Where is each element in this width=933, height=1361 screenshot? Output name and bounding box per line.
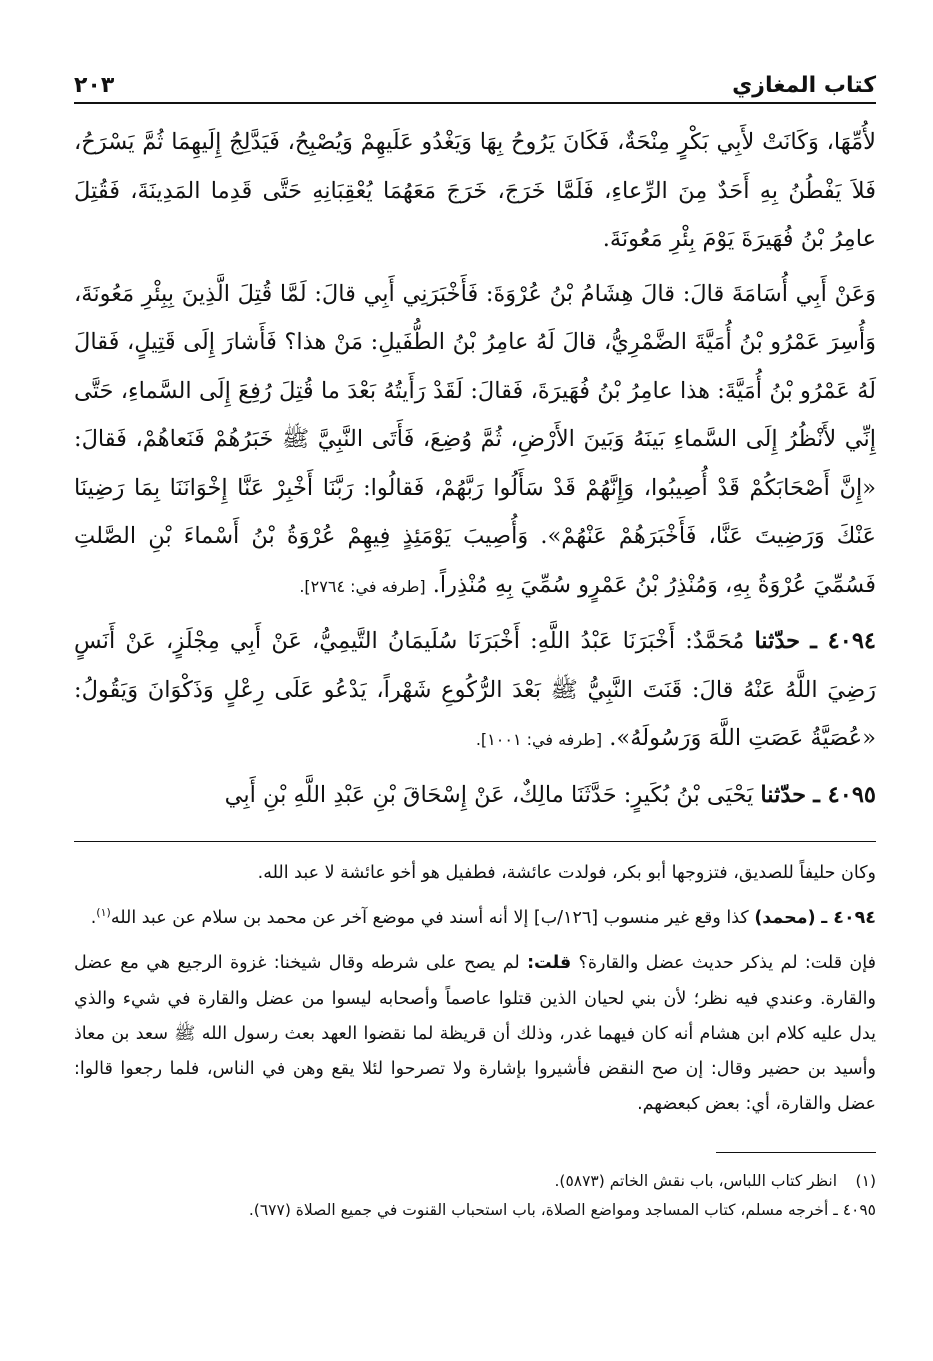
hadith-4094 (74, 617, 876, 765)
main-paragraph-text: لأُمِّهَا، وَكَانَتْ لأَبِي بَكْرٍ مِنْحَةٌ، فَكَانَ يَرُوحُ بِهَا وَيَغْدُو عَلَيهِمْ وَيُصْبِحُ، فَيَدَّلِجُ إِلَيهِمَا ثُمَّ يَسْرَحُ، فَلاَ يَفْطُنُ بِهِ أَحَدٌ مِنَ الرِّعاءِ، فَلَمَّا خَرَجَ، خَرَجَ مَعَهُمَا يُعْقِبَانِهِ حَتَّى قَدِما المَدِينَةَ، فَقُتِلَ عامِرُ بْنُ فُهَيرَةَ يَوْمَ بِئْرِ مَعُونَةَ. (74, 129, 876, 252)
commentary-text: فإن قلت: لم يذكر حديث عضل والقارة؟ (578, 953, 876, 974)
commentary-divider (74, 841, 876, 842)
footnote-reference[interactable]: (١) (96, 906, 111, 920)
footnote (74, 1196, 876, 1225)
hadith-number: ٤٠٩٤ ـ (810, 628, 877, 654)
cross-reference: [طرفه في: ١٠٠١]. (475, 730, 603, 749)
hadith-4095 (74, 771, 876, 820)
footnote-text: أخرجه مسلم، كتاب المساجد ومواضع الصلاة، باب استحباب القنوت في جميع الصلاة (٦٧٧). (248, 1201, 829, 1220)
hadith-opening: حدّثنا (760, 781, 807, 808)
footnote (74, 1167, 876, 1196)
cross-reference: [طرفه في: ٢٧٦٤]. (299, 576, 426, 596)
commentary-section (74, 856, 876, 1122)
page-number: ٢٠٣ (74, 73, 115, 98)
commentary-text: . (90, 908, 97, 929)
commentary-text: لم يصح على شرطه وقال شيخنا: غزوة الرجيع هي مع عضل والقارة. وعندي فيه نظر؛ لأن بني لحيان الذين قتلوا عاصماً وأصحابه ليسوا من عضل والقارة في شيء والذي يدل عليه كلام ابن هشام أنه كان فيهما غدر، وذلك أن قريظة لما نقضوا العهد بعث رسول الله ﷺ سعد بن معاذ وأسيد بن حضير وقال: إن صح النقض فأشيروا بإشارة ولا تصرحوا لئلا يقع وهن في الناس، فلما رجعوا قالوا: عضل والقارة، أي: بعض كبعضهم. (74, 953, 876, 1115)
main-paragraph (74, 270, 876, 612)
commentary-keyword: قلت: (527, 953, 572, 974)
hadith-opening: حدّثنا (754, 628, 801, 654)
hadith-text: يَحْيَى بْنُ بُكَيرٍ: حَدَّثَنَا مالِكٌ، عَنْ إِسْحَاقَ بْنِ عَبْدِ اللَّهِ بْنِ أَبِي (224, 781, 754, 808)
commentary-paragraph (74, 901, 876, 936)
footnotes-section (74, 1167, 876, 1225)
footnote-text: انظر كتاب اللباس، باب نقش الخاتم (٥٨٧٣). (554, 1172, 838, 1191)
main-text (74, 118, 876, 819)
hadith-text: مُحَمَّدٌ: أَخْبَرَنَا عَبْدُ اللَّهِ: أَخْبَرَنَا سُلَيمَانُ التَّيمِيُّ، عَنْ أَبِي مِجْلَزٍ، عَنْ أَنَسٍ رَضِيَ اللَّهُ عَنْهُ قالَ: قَنَتَ النَّبِيُّ ﷺ بَعْدَ الرُّكُوعِ شَهْراً، يَدْعُو عَلَى رِعْلٍ وَذَكْوَانَ وَيَقُولُ: «عُصَيَّةُ عَصَتِ اللَّهَ وَرَسُولَهُ». (74, 628, 876, 751)
commentary-paragraph (74, 946, 876, 1122)
book-title: كتاب المغازي (732, 73, 876, 98)
commentary-hadith-number: ٤٠٩٤ ـ (821, 908, 876, 929)
page-header (74, 62, 876, 104)
book-page (74, 62, 876, 1302)
main-paragraph-text: وَعَنْ أَبِي أُسَامَةَ قالَ: قالَ هِشَامُ بْنُ عُرْوَةَ: فَأَخْبَرَنِي أَبِي قالَ: لَمَّا قُتِلَ الَّذِينَ بِبِئْرِ مَعُونَةَ، وَأُسِرَ عَمْرُو بْنُ أُمَيَّةَ الضَّمْرِيُّ، قالَ لَهُ عامِرُ بْنُ الطُّفَيلِ: مَنْ هذا؟ فَأَشارَ إِلَى قَتِيلٍ، فَقالَ لَهُ عَمْرُو بْنُ أُمَيَّةَ: هذا عامِرُ بْنُ فُهَيرَةَ، فَقالَ: لَقَدْ رَأَيتُهُ بَعْدَ ما قُتِلَ رُفِعَ إِلَى السَّماءِ، حَتَّى إِنِّي لأَنْظُرُ إِلَى السَّماءِ بَينَهُ وَبَينَ الأَرْضِ، ثُمَّ وُضِعَ، فَأَتَى النَّبِيَّ ﷺ خَبَرُهُمْ فَنَعاهُمْ، فَقالَ: «إِنَّ أَصْحَابَكُمْ قَدْ أُصِيبُوا، وَإِنَّهُمْ قَدْ سَأَلُوا رَبَّهُمْ، فَقالُوا: رَبَّنَا أَخْبِرْ عَنَّا إِخْوَانَنَا بِمَا رَضِينَا عَنْكَ وَرَضِيتَ عَنَّا، فَأَخْبَرَهُمْ عَنْهُمْ». وَأُصِيبَ يَوْمَئِذٍ فِيهِمْ عُرْوَةُ بْنُ أَسْماءَ بْنِ الصَّلتِ فَسُمِّيَ عُرْوَةُ بِهِ، وَمُنْذِرُ بْنُ عَمْرٍو سُمِّيَ بِهِ مُنْذِراً. (74, 280, 876, 598)
main-paragraph (74, 118, 876, 264)
hadith-number: ٤٠٩٥ ـ (813, 781, 876, 808)
footnote-divider (716, 1152, 876, 1153)
commentary-keyword: (محمد) (754, 908, 816, 929)
footnote-marker: (١) (855, 1172, 876, 1191)
footnote-marker: ٤٠٩٥ ـ (833, 1201, 876, 1220)
commentary-text: وكان حليفاً للصديق، فتزوجها أبو بكر، فولدت عائشة، فطفيل هو أخو عائشة لا عبد الله. (257, 863, 876, 883)
commentary-text: كذا وقع غير منسوب [١٢٦/ب] إلا أنه أسند في موضع آخر عن محمد بن سلام عن عبد الله (110, 908, 749, 929)
commentary-paragraph (74, 856, 876, 891)
